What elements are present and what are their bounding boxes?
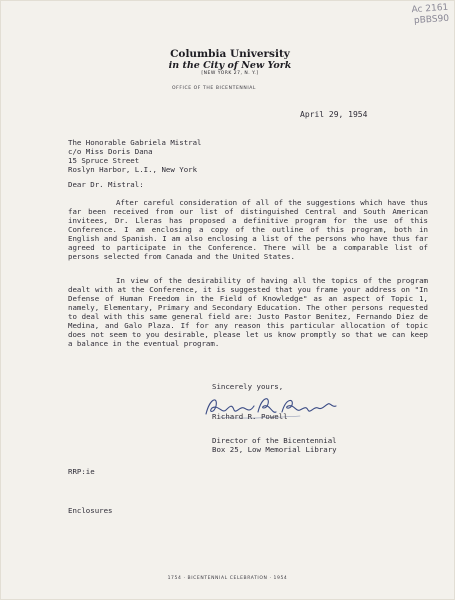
signer-title bbox=[212, 436, 337, 454]
signer-title-line: Box 25, Low Memorial Library bbox=[212, 445, 337, 454]
archive-mark-1: Ac 2161 bbox=[411, 2, 449, 16]
letterhead bbox=[168, 48, 292, 77]
recipient-line: c/o Miss Doris Dana bbox=[68, 147, 153, 156]
body-paragraph-2: In view of the desirability of having all the topics of the program dealt with at the Conference, it is suggested that you frame your address on "In Defense of Human Freedom in the Field of Knowledge" as an aspect of Topic 1, namely, Elementary, Primary and Secondary Education. The other persons requested to deal with this same general field are: Justo Pastor Benitez, Fernando Diez de Medina, and Galo Plaza. If for any reason this particular allocation of topic does not seem to you desirable, please let us know promptly so that we can keep a balance in the eventual program. bbox=[68, 276, 428, 348]
letter-date: April 29, 1954 bbox=[300, 110, 368, 119]
footer-celebration: 1754 · BICENTENNIAL CELEBRATION · 1954 bbox=[167, 576, 288, 581]
letterhead-university: Columbia University bbox=[170, 48, 290, 60]
letterhead-office: OFFICE OF THE BICENTENNIAL bbox=[172, 86, 257, 91]
archive-marks bbox=[412, 3, 450, 28]
signer-name: Richard R. Powell bbox=[212, 412, 288, 421]
letterhead-city: in the City of New York bbox=[168, 60, 292, 71]
archive-mark-2: pBBS90 bbox=[413, 13, 450, 27]
reference-initials: RRP:ie bbox=[68, 467, 95, 476]
closing: Sincerely yours, bbox=[212, 382, 284, 391]
recipient-address bbox=[68, 138, 202, 174]
salutation: Dear Dr. Mistral: bbox=[68, 180, 144, 189]
signer-title-line: Director of the Bicentennial bbox=[212, 436, 337, 445]
enclosures-note: Enclosures bbox=[68, 506, 113, 515]
body-paragraph-1: After careful consideration of all of the suggestions which have thus far been received from our list of distinguished Central and South American invitees, Dr. Lleras has proposed a definitive program for the use of this Conference. I am enclosing a copy of the outline of this program, both in English and Spanish. I am also enclosing a list of the persons who have thus far agreed to participate in the Conference. There will be a comparable list of persons selected from Canada and the United States. bbox=[68, 198, 428, 261]
recipient-line: Roslyn Harbor, L.I., New York bbox=[68, 165, 198, 174]
recipient-line: The Honorable Gabriela Mistral bbox=[68, 138, 202, 147]
letterhead-ny: [NEW YORK 27, N. Y.] bbox=[201, 71, 259, 76]
recipient-line: 15 Spruce Street bbox=[68, 156, 140, 165]
